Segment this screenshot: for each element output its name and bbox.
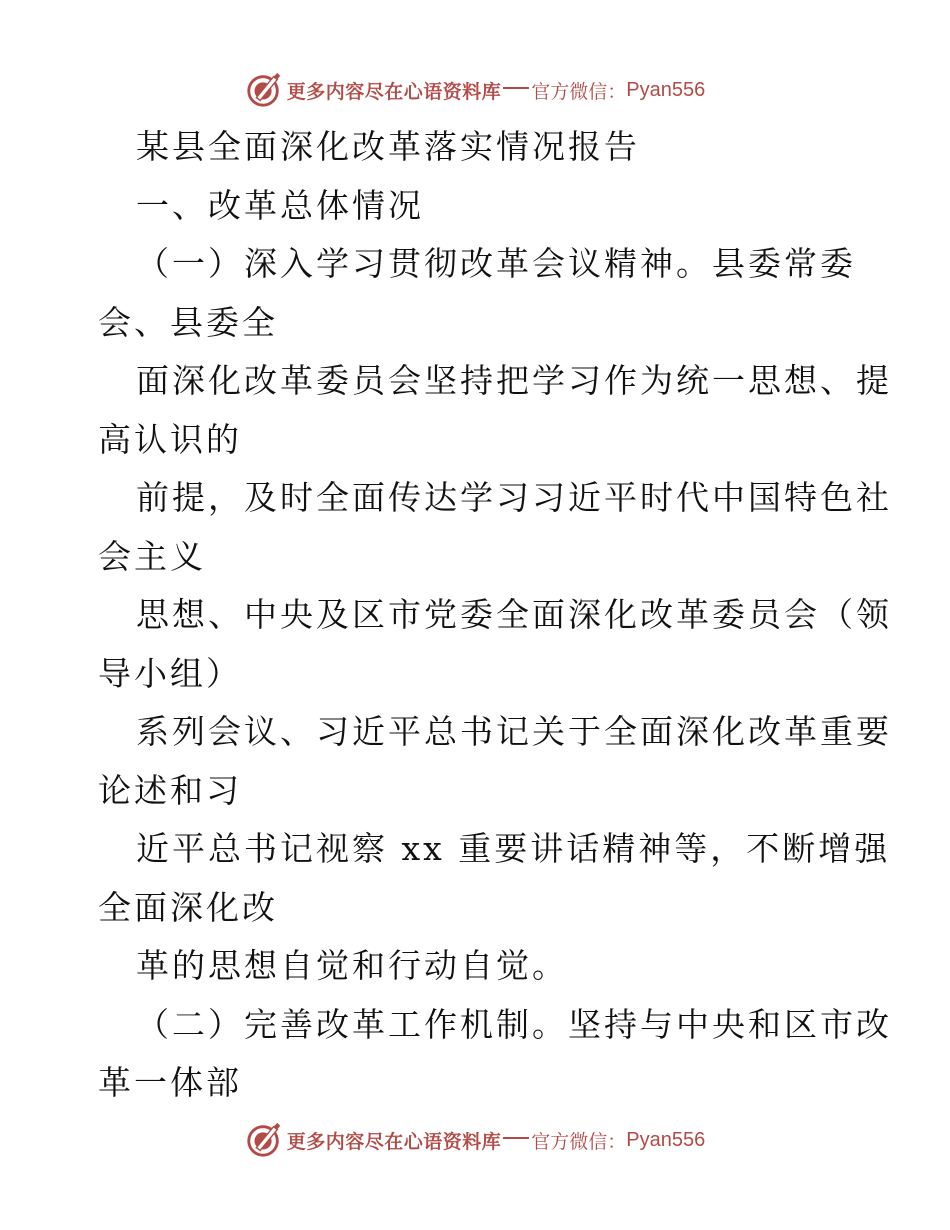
document-line: 系列会议、习近平总书记关于全面深化改革重要 [136, 712, 892, 751]
document-line: 一、改革总体情况 [136, 185, 424, 225]
document-line: （一）深入学习贯彻改革会议精神。县委常委 [136, 244, 856, 283]
pen-logo-icon [245, 1121, 283, 1159]
document-line: 近平总书记视察 xx 重要讲话精神等，不断增强 [136, 829, 891, 868]
document-line: 前提，及时全面传达学习习近平时代中国特色社 [136, 478, 892, 517]
document-line: 革的思想自觉和行动自觉。 [136, 946, 568, 985]
document-line: （二）完善改革工作机制。坚持与中央和区市改 [136, 1004, 892, 1044]
document-body [98, 118, 892, 1113]
document-line: 导小组） [98, 653, 242, 693]
footer-watermark [0, 1120, 950, 1160]
document-line: 革一体部 [98, 1063, 242, 1102]
watermark-account: Pyan556 [626, 1128, 706, 1151]
header-watermark [0, 70, 950, 110]
document-title: 某县全面深化改革落实情况报告 [136, 127, 640, 166]
watermark-label: 官方微信： [531, 1130, 627, 1153]
watermark-separator [503, 1137, 529, 1139]
document-line: 高认识的 [98, 419, 242, 459]
watermark-label: 官方微信： [531, 80, 627, 103]
pen-logo-icon [245, 71, 283, 109]
document-lines [98, 177, 892, 1113]
document-line: 论述和习 [98, 770, 242, 810]
watermark-brand: 更多内容尽在心语资料库 [286, 80, 502, 103]
document-line: 思想、中央及区市党委全面深化改革委员会（领 [136, 595, 892, 634]
document-line: 会主义 [98, 536, 206, 576]
watermark-account: Pyan556 [626, 78, 706, 101]
document-line: 全面深化改 [98, 887, 278, 927]
watermark-brand: 更多内容尽在心语资料库 [286, 1130, 502, 1153]
document-line: 面深化改革委员会坚持把学习作为统一思想、提 [136, 361, 892, 400]
document-line: 会、县委全 [98, 302, 278, 342]
watermark-separator [503, 87, 529, 89]
